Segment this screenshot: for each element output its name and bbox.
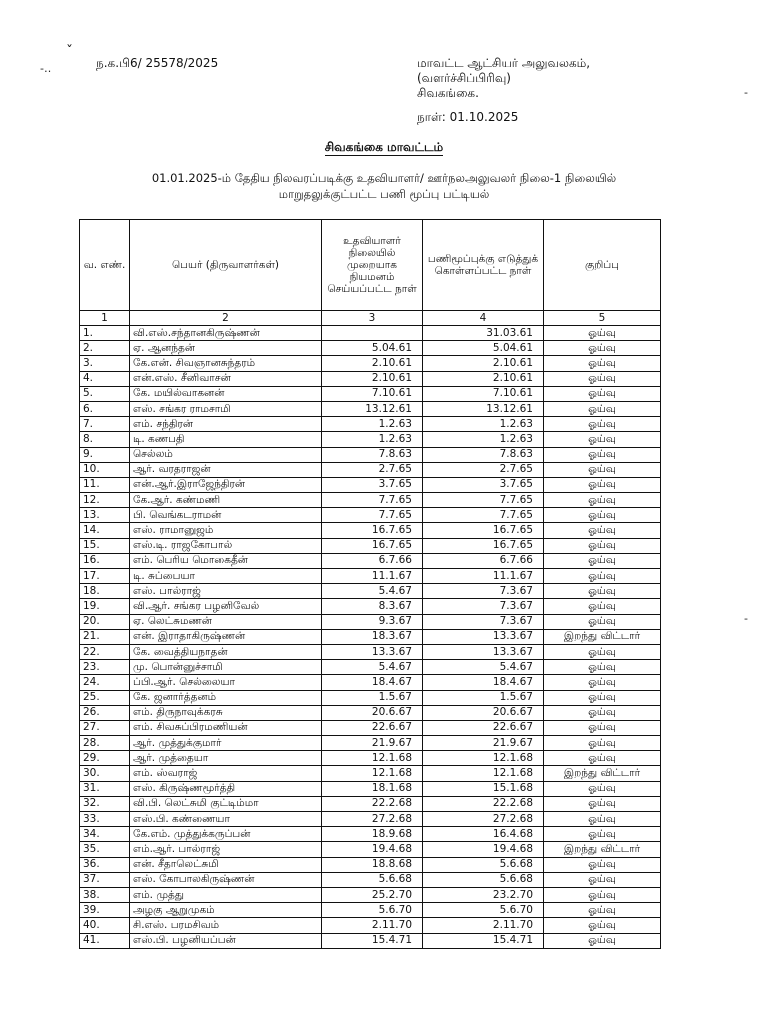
appointment-date-cell: 18.9.68 <box>322 827 423 842</box>
seniority-date-cell: 13.12.61 <box>423 401 544 416</box>
name-cell: ஆர். வரதராஜன் <box>130 462 322 477</box>
serial-cell: 31. <box>80 781 130 796</box>
seniority-date-cell: 2.10.61 <box>423 371 544 386</box>
serial-cell: 29. <box>80 751 130 766</box>
serial-cell: 3. <box>80 356 130 371</box>
table-row <box>80 705 661 720</box>
table-header-row <box>80 220 661 311</box>
table-row <box>80 675 661 690</box>
seniority-date-cell: 15.1.68 <box>423 781 544 796</box>
name-cell: எம். திருநாவுக்கரசு <box>130 705 322 720</box>
remark-cell: ஓய்வு <box>544 720 661 735</box>
serial-cell: 37. <box>80 872 130 887</box>
seniority-date-cell: 3.7.65 <box>423 477 544 492</box>
table-row <box>80 933 661 948</box>
office-line: சிவகங்கை. <box>417 86 479 100</box>
remark-cell: ஓய்வு <box>544 736 661 751</box>
appointment-date-cell <box>322 326 423 341</box>
table-row <box>80 690 661 705</box>
name-cell: டி. சுப்பையா <box>130 569 322 584</box>
remark-cell: இறந்து விட்டார் <box>544 629 661 644</box>
office-address <box>417 56 590 101</box>
seniority-date-cell: 12.1.68 <box>423 766 544 781</box>
header-seniority-date: பணிமூப்புக்கு எடுத்துக் கொள்ளப்பட்ட நாள் <box>423 220 544 311</box>
appointment-date-cell: 25.2.70 <box>322 887 423 902</box>
office-line: மாவட்ட ஆட்சியர் அலுவலகம், <box>417 56 591 70</box>
appointment-date-cell: 7.7.65 <box>322 493 423 508</box>
appointment-date-cell: 18.4.67 <box>322 675 423 690</box>
name-cell: எம்.ஆர். பால்ராஜ் <box>130 842 322 857</box>
appointment-date-cell: 15.4.71 <box>322 933 423 948</box>
appointment-date-cell: 2.10.61 <box>322 356 423 371</box>
seniority-date-cell: 7.8.63 <box>423 447 544 462</box>
table-row <box>80 827 661 842</box>
name-cell: கே. வைத்தியநாதன் <box>130 644 322 659</box>
remark-cell: ஓய்வு <box>544 538 661 553</box>
seniority-date-cell: 13.3.67 <box>423 629 544 644</box>
serial-cell: 40. <box>80 918 130 933</box>
serial-cell: 8. <box>80 432 130 447</box>
name-cell: எம். முத்து <box>130 887 322 902</box>
table-row <box>80 523 661 538</box>
serial-cell: 30. <box>80 766 130 781</box>
appointment-date-cell: 12.1.68 <box>322 766 423 781</box>
name-cell: வி.எஸ்.சந்தானகிருஷ்ணன் <box>130 326 322 341</box>
table-row <box>80 326 661 341</box>
serial-cell: 7. <box>80 417 130 432</box>
name-cell: எம். பெரிய மொகைதீன் <box>130 553 322 568</box>
name-cell: சி.எஸ். பரமசிவம் <box>130 918 322 933</box>
appointment-date-cell: 16.7.65 <box>322 523 423 538</box>
seniority-date-cell: 2.10.61 <box>423 356 544 371</box>
table-row <box>80 812 661 827</box>
seniority-date-cell: 22.6.67 <box>423 720 544 735</box>
table-row <box>80 751 661 766</box>
remark-cell: ஓய்வு <box>544 569 661 584</box>
seniority-date-cell: 7.3.67 <box>423 599 544 614</box>
table-row <box>80 432 661 447</box>
page-title <box>0 140 768 156</box>
name-cell: அழகு ஆறுமுகம் <box>130 903 322 918</box>
name-cell: என்.ஆர்.இராஜேந்திரன் <box>130 477 322 492</box>
serial-cell: 10. <box>80 462 130 477</box>
header-appointment-date: உதவியாளர் நிலையில் முறையாக நியமனம் செய்யப்பட்ட நாள் <box>322 220 423 311</box>
serial-cell: 39. <box>80 903 130 918</box>
document-date: நாள்: 01.10.2025 <box>417 110 519 124</box>
table-row <box>80 477 661 492</box>
remark-cell: ஓய்வு <box>544 371 661 386</box>
column-number: 1 <box>80 311 130 326</box>
table-row <box>80 629 661 644</box>
remark-cell: ஓய்வு <box>544 462 661 477</box>
serial-cell: 26. <box>80 705 130 720</box>
seniority-table <box>79 219 661 949</box>
table-row <box>80 720 661 735</box>
serial-cell: 13. <box>80 508 130 523</box>
remark-cell: ஓய்வு <box>544 584 661 599</box>
serial-cell: 35. <box>80 842 130 857</box>
serial-cell: 21. <box>80 629 130 644</box>
seniority-date-cell: 16.7.65 <box>423 538 544 553</box>
name-cell: எஸ்.பி. கண்ணையா <box>130 812 322 827</box>
table-row <box>80 401 661 416</box>
serial-cell: 32. <box>80 796 130 811</box>
appointment-date-cell: 11.1.67 <box>322 569 423 584</box>
appointment-date-cell: 8.3.67 <box>322 599 423 614</box>
serial-cell: 34. <box>80 827 130 842</box>
remark-cell: ஓய்வு <box>544 751 661 766</box>
table-row <box>80 660 661 675</box>
name-cell: எஸ்.பி. பழனியப்பன் <box>130 933 322 948</box>
appointment-date-cell: 19.4.68 <box>322 842 423 857</box>
remark-cell: ஓய்வு <box>544 675 661 690</box>
appointment-date-cell: 7.8.63 <box>322 447 423 462</box>
appointment-date-cell: 18.8.68 <box>322 857 423 872</box>
remark-cell: ஓய்வு <box>544 493 661 508</box>
remark-cell: ஓய்வு <box>544 432 661 447</box>
serial-cell: 12. <box>80 493 130 508</box>
remark-cell: ஓய்வு <box>544 326 661 341</box>
remark-cell: ஓய்வு <box>544 918 661 933</box>
seniority-date-cell: 7.3.67 <box>423 614 544 629</box>
appointment-date-cell: 5.4.67 <box>322 584 423 599</box>
name-cell: ஆர். முத்துக்குமார் <box>130 736 322 751</box>
table-row <box>80 887 661 902</box>
remark-cell: ஓய்வு <box>544 872 661 887</box>
remark-cell: ஓய்வு <box>544 341 661 356</box>
name-cell: பி. வெங்கடராமன் <box>130 508 322 523</box>
remark-cell: ஓய்வு <box>544 553 661 568</box>
appointment-date-cell: 7.10.61 <box>322 386 423 401</box>
table-row <box>80 447 661 462</box>
appointment-date-cell: 12.1.68 <box>322 751 423 766</box>
serial-cell: 16. <box>80 553 130 568</box>
serial-cell: 1. <box>80 326 130 341</box>
seniority-date-cell: 11.1.67 <box>423 569 544 584</box>
name-cell: ப்பி.ஆர். செல்லையா <box>130 675 322 690</box>
appointment-date-cell: 18.1.68 <box>322 781 423 796</box>
appointment-date-cell: 13.12.61 <box>322 401 423 416</box>
table-row <box>80 918 661 933</box>
name-cell: கே.ஆர். கண்மணி <box>130 493 322 508</box>
seniority-date-cell: 15.4.71 <box>423 933 544 948</box>
seniority-date-cell: 13.3.67 <box>423 644 544 659</box>
serial-cell: 6. <box>80 401 130 416</box>
remark-cell: ஓய்வு <box>544 857 661 872</box>
serial-cell: 25. <box>80 690 130 705</box>
name-cell: ஆர். முத்தையா <box>130 751 322 766</box>
appointment-date-cell: 2.10.61 <box>322 371 423 386</box>
serial-cell: 11. <box>80 477 130 492</box>
subtitle-line: மாறுதலுக்குட்பட்ட பணி மூப்பு பட்டியல் <box>278 187 490 201</box>
table-row <box>80 508 661 523</box>
table-row <box>80 356 661 371</box>
appointment-date-cell: 27.2.68 <box>322 812 423 827</box>
remark-cell: ஓய்வு <box>544 887 661 902</box>
name-cell: எஸ். கோபாலகிருஷ்ணன் <box>130 872 322 887</box>
table-body <box>80 326 661 949</box>
seniority-date-cell: 16.7.65 <box>423 523 544 538</box>
name-cell: ஏ. லெட்சுமணன் <box>130 614 322 629</box>
column-number: 3 <box>322 311 423 326</box>
remark-cell: ஓய்வு <box>544 705 661 720</box>
name-cell: வி.ஆர். சங்கர பழனிவேல் <box>130 599 322 614</box>
table-row <box>80 493 661 508</box>
seniority-date-cell: 5.04.61 <box>423 341 544 356</box>
column-number-row <box>80 311 661 326</box>
remark-cell: ஓய்வு <box>544 614 661 629</box>
header-remarks: குறிப்பு <box>544 220 661 311</box>
name-cell: செல்லம் <box>130 447 322 462</box>
table-row <box>80 766 661 781</box>
table-row <box>80 538 661 553</box>
remark-cell: ஓய்வு <box>544 356 661 371</box>
column-number: 2 <box>130 311 322 326</box>
seniority-date-cell: 27.2.68 <box>423 812 544 827</box>
appointment-date-cell: 2.11.70 <box>322 918 423 933</box>
table-row <box>80 599 661 614</box>
remark-cell: ஓய்வு <box>544 644 661 659</box>
appointment-date-cell: 1.2.63 <box>322 432 423 447</box>
table-row <box>80 796 661 811</box>
seniority-date-cell: 7.7.65 <box>423 493 544 508</box>
seniority-date-cell: 18.4.67 <box>423 675 544 690</box>
scan-mark: ˇ <box>66 44 73 60</box>
appointment-date-cell: 5.6.68 <box>322 872 423 887</box>
remark-cell: ஓய்வு <box>544 827 661 842</box>
serial-cell: 15. <box>80 538 130 553</box>
remark-cell: ஓய்வு <box>544 386 661 401</box>
seniority-date-cell: 5.4.67 <box>423 660 544 675</box>
remark-cell: ஓய்வு <box>544 690 661 705</box>
name-cell: எஸ். ராமானுஜம் <box>130 523 322 538</box>
serial-cell: 9. <box>80 447 130 462</box>
appointment-date-cell: 21.9.67 <box>322 736 423 751</box>
name-cell: எஸ்.டி. ராஜகோபால் <box>130 538 322 553</box>
remark-cell: ஓய்வு <box>544 523 661 538</box>
table-row <box>80 386 661 401</box>
serial-cell: 41. <box>80 933 130 948</box>
appointment-date-cell: 18.3.67 <box>322 629 423 644</box>
scan-mark: -‥ <box>40 62 52 75</box>
appointment-date-cell: 6.7.66 <box>322 553 423 568</box>
appointment-date-cell: 7.7.65 <box>322 508 423 523</box>
name-cell: மு. பொன்னுச்சாமி <box>130 660 322 675</box>
appointment-date-cell: 20.6.67 <box>322 705 423 720</box>
name-cell: கே. மயில்வாகனன் <box>130 386 322 401</box>
name-cell: கே.என். சிவஞானசுந்தரம் <box>130 356 322 371</box>
table-row <box>80 584 661 599</box>
appointment-date-cell: 5.6.70 <box>322 903 423 918</box>
header-serial: வ. எண். <box>80 220 130 311</box>
column-number: 4 <box>423 311 544 326</box>
seniority-date-cell: 20.6.67 <box>423 705 544 720</box>
subtitle <box>100 170 668 202</box>
appointment-date-cell: 3.7.65 <box>322 477 423 492</box>
appointment-date-cell: 13.3.67 <box>322 644 423 659</box>
appointment-date-cell: 5.04.61 <box>322 341 423 356</box>
appointment-date-cell: 5.4.67 <box>322 660 423 675</box>
appointment-date-cell: 22.6.67 <box>322 720 423 735</box>
seniority-date-cell: 1.5.67 <box>423 690 544 705</box>
seniority-date-cell: 5.6.68 <box>423 872 544 887</box>
name-cell: என். சீதாலெட்சுமி <box>130 857 322 872</box>
remark-cell: ஓய்வு <box>544 660 661 675</box>
name-cell: எஸ். பால்ராஜ் <box>130 584 322 599</box>
remark-cell: ஓய்வு <box>544 508 661 523</box>
remark-cell: ஓய்வு <box>544 401 661 416</box>
name-cell: வி.பி. லெட்சுமி குட்டிம்மா <box>130 796 322 811</box>
remark-cell: ஓய்வு <box>544 796 661 811</box>
seniority-date-cell: 31.03.61 <box>423 326 544 341</box>
table-row <box>80 644 661 659</box>
seniority-date-cell: 1.2.63 <box>423 417 544 432</box>
table-row <box>80 341 661 356</box>
table-row <box>80 553 661 568</box>
name-cell: என். இராதாகிருஷ்ணன் <box>130 629 322 644</box>
table-row <box>80 872 661 887</box>
serial-cell: 18. <box>80 584 130 599</box>
name-cell: எஸ். கிருஷ்ணமூர்த்தி <box>130 781 322 796</box>
seniority-date-cell: 1.2.63 <box>423 432 544 447</box>
appointment-date-cell: 9.3.67 <box>322 614 423 629</box>
serial-cell: 17. <box>80 569 130 584</box>
serial-cell: 20. <box>80 614 130 629</box>
seniority-date-cell: 22.2.68 <box>423 796 544 811</box>
table-row <box>80 842 661 857</box>
table-row <box>80 781 661 796</box>
remark-cell: ஓய்வு <box>544 933 661 948</box>
seniority-date-cell: 12.1.68 <box>423 751 544 766</box>
appointment-date-cell: 22.2.68 <box>322 796 423 811</box>
serial-cell: 5. <box>80 386 130 401</box>
name-cell: எம். சிவசுப்பிரமணியன் <box>130 720 322 735</box>
serial-cell: 27. <box>80 720 130 735</box>
seniority-date-cell: 5.6.68 <box>423 857 544 872</box>
serial-cell: 36. <box>80 857 130 872</box>
header-name: பெயர் (திருவாளர்கள்) <box>130 220 322 311</box>
appointment-date-cell: 1.2.63 <box>322 417 423 432</box>
name-cell: கே. ஜனார்த்தனம் <box>130 690 322 705</box>
serial-cell: 38. <box>80 887 130 902</box>
seniority-date-cell: 2.11.70 <box>423 918 544 933</box>
remark-cell: ஓய்வு <box>544 812 661 827</box>
column-number: 5 <box>544 311 661 326</box>
serial-cell: 19. <box>80 599 130 614</box>
office-line: (வளர்ச்சிப்பிரிவு) <box>417 71 511 85</box>
serial-cell: 33. <box>80 812 130 827</box>
seniority-date-cell: 2.7.65 <box>423 462 544 477</box>
table-row <box>80 569 661 584</box>
seniority-date-cell: 7.3.67 <box>423 584 544 599</box>
seniority-date-cell: 5.6.70 <box>423 903 544 918</box>
table-row <box>80 371 661 386</box>
name-cell: என்.எஸ். சீனிவாசன் <box>130 371 322 386</box>
serial-cell: 28. <box>80 736 130 751</box>
remark-cell: ஓய்வு <box>544 477 661 492</box>
seniority-date-cell: 21.9.67 <box>423 736 544 751</box>
remark-cell: ஓய்வு <box>544 417 661 432</box>
serial-cell: 14. <box>80 523 130 538</box>
name-cell: எஸ். சங்கர ராமசாமி <box>130 401 322 416</box>
serial-cell: 22. <box>80 644 130 659</box>
appointment-date-cell: 2.7.65 <box>322 462 423 477</box>
table-row <box>80 417 661 432</box>
seniority-date-cell: 7.10.61 <box>423 386 544 401</box>
name-cell: எம். ஸ்வராஜ் <box>130 766 322 781</box>
remark-cell: இறந்து விட்டார் <box>544 842 661 857</box>
name-cell: ஏ. ஆனந்தன் <box>130 341 322 356</box>
subtitle-line: 01.01.2025-ம் தேதிய நிலவரப்படிக்கு உதவியாளர்/ ஊர்நலஅலுவலர் நிலை-1 நிலையில் <box>151 171 617 185</box>
table-row <box>80 736 661 751</box>
serial-cell: 24. <box>80 675 130 690</box>
remark-cell: ஓய்வு <box>544 903 661 918</box>
serial-cell: 2. <box>80 341 130 356</box>
name-cell: எம். சந்திரன் <box>130 417 322 432</box>
reference-number: ந.க.பி6/ 25578/2025 <box>96 56 219 70</box>
table-row <box>80 857 661 872</box>
serial-cell: 4. <box>80 371 130 386</box>
seniority-date-cell: 19.4.68 <box>423 842 544 857</box>
appointment-date-cell: 16.7.65 <box>322 538 423 553</box>
remark-cell: ஓய்வு <box>544 781 661 796</box>
appointment-date-cell: 1.5.67 <box>322 690 423 705</box>
table-row <box>80 614 661 629</box>
seniority-date-cell: 7.7.65 <box>423 508 544 523</box>
name-cell: கே.எம். முத்துக்கருப்பன் <box>130 827 322 842</box>
seniority-date-cell: 23.2.70 <box>423 887 544 902</box>
table-row <box>80 462 661 477</box>
page-title-text: சிவகங்கை மாவட்டம் <box>324 140 444 154</box>
scan-mark: - <box>744 86 748 99</box>
seniority-date-cell: 16.4.68 <box>423 827 544 842</box>
remark-cell: ஓய்வு <box>544 447 661 462</box>
remark-cell: ஓய்வு <box>544 599 661 614</box>
table-row <box>80 903 661 918</box>
serial-cell: 23. <box>80 660 130 675</box>
scan-mark: - <box>744 612 748 625</box>
remark-cell: இறந்து விட்டார் <box>544 766 661 781</box>
seniority-date-cell: 6.7.66 <box>423 553 544 568</box>
name-cell: டி. கணபதி <box>130 432 322 447</box>
